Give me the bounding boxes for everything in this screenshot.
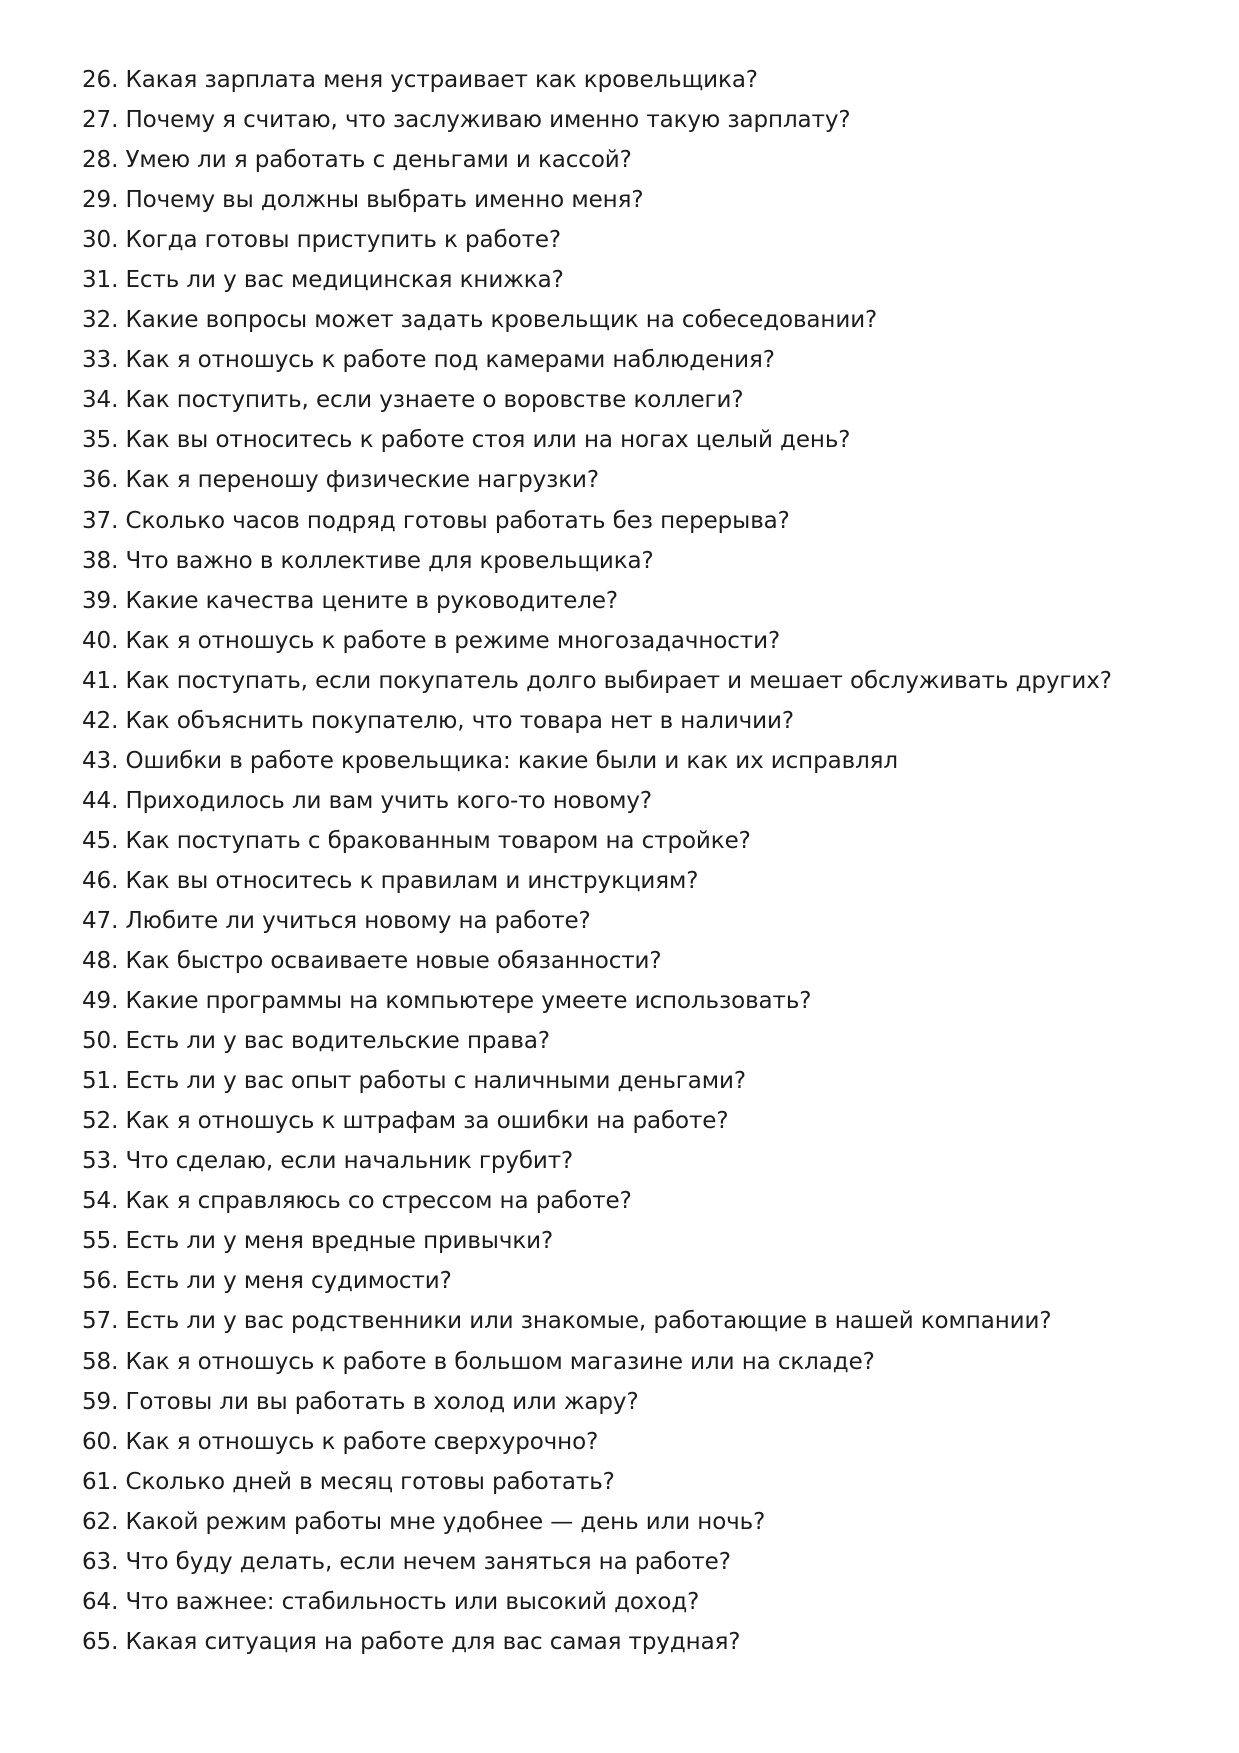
question-item: 55. Есть ли у меня вредные привычки?	[82, 1228, 554, 1255]
question-item: 33. Как я отношусь к работе под камерами наблюдения?	[82, 347, 775, 374]
question-item: 34. Как поступить, если узнаете о воровстве коллеги?	[82, 387, 744, 414]
question-item: 41. Как поступать, если покупатель долго выбирает и мешает обслуживать других?	[82, 667, 1112, 694]
question-item: 29. Почему вы должны выбрать именно меня?	[82, 187, 644, 214]
question-item: 63. Что буду делать, если нечем заняться на работе?	[82, 1548, 731, 1575]
question-item: 32. Какие вопросы может задать кровельщик на собеседовании?	[82, 307, 878, 334]
question-item: 36. Как я переношу физические нагрузки?	[82, 467, 599, 494]
question-item: 60. Как я отношусь к работе сверхурочно?	[82, 1428, 599, 1455]
question-item: 39. Какие качества цените в руководителе?	[82, 587, 619, 614]
question-item: 65. Какая ситуация на работе для вас самая трудная?	[82, 1628, 741, 1655]
question-item: 62. Какой режим работы мне удобнее — день или ночь?	[82, 1508, 766, 1535]
question-item: 44. Приходилось ли вам учить кого-то новому?	[82, 787, 652, 814]
question-item: 48. Как быстро осваиваете новые обязанности?	[82, 948, 662, 975]
question-item: 42. Как объяснить покупателю, что товара нет в наличии?	[82, 707, 794, 734]
question-item: 45. Как поступать с бракованным товаром на стройке?	[82, 827, 751, 854]
question-item: 54. Как я справляюсь со стрессом на работе?	[82, 1188, 632, 1215]
question-item: 58. Как я отношусь к работе в большом магазине или на складе?	[82, 1348, 875, 1375]
question-item: 56. Есть ли у меня судимости?	[82, 1268, 452, 1295]
question-item: 43. Ошибки в работе кровельщика: какие были и как их исправлял	[82, 747, 899, 774]
question-item: 31. Есть ли у вас медицинская книжка?	[82, 267, 564, 294]
question-item: 46. Как вы относитесь к правилам и инструкциям?	[82, 867, 699, 894]
question-item: 28. Умею ли я работать с деньгами и кассой?	[82, 147, 632, 174]
question-item: 30. Когда готовы приступить к работе?	[82, 227, 562, 254]
question-item: 37. Сколько часов подряд готовы работать без перерыва?	[82, 507, 790, 534]
question-item: 52. Как я отношусь к штрафам за ошибки на работе?	[82, 1108, 729, 1135]
question-item: 40. Как я отношусь к работе в режиме многозадачности?	[82, 627, 781, 654]
question-item: 53. Что сделаю, если начальник грубит?	[82, 1148, 574, 1175]
question-item: 49. Какие программы на компьютере умеете использовать?	[82, 988, 812, 1015]
question-item: 26. Какая зарплата меня устраивает как кровельщика?	[82, 67, 758, 93]
question-item: 57. Есть ли у вас родственники или знакомые, работающие в нашей компании?	[82, 1308, 1052, 1335]
question-item: 50. Есть ли у вас водительские права?	[82, 1028, 550, 1055]
question-item: 64. Что важнее: стабильность или высокий доход?	[82, 1588, 700, 1615]
question-list	[82, 60, 1182, 1662]
question-item: 51. Есть ли у вас опыт работы с наличными деньгами?	[82, 1068, 746, 1095]
question-item: 38. Что важно в коллективе для кровельщика?	[82, 547, 654, 574]
question-item: 27. Почему я считаю, что заслуживаю именно такую зарплату?	[82, 107, 851, 134]
question-item: 59. Готовы ли вы работать в холод или жару?	[82, 1388, 639, 1415]
question-item: 35. Как вы относитесь к работе стоя или на ногах целый день?	[82, 427, 851, 454]
question-item: 61. Сколько дней в месяц готовы работать?	[82, 1468, 615, 1495]
question-item: 47. Любите ли учиться новому на работе?	[82, 907, 591, 934]
